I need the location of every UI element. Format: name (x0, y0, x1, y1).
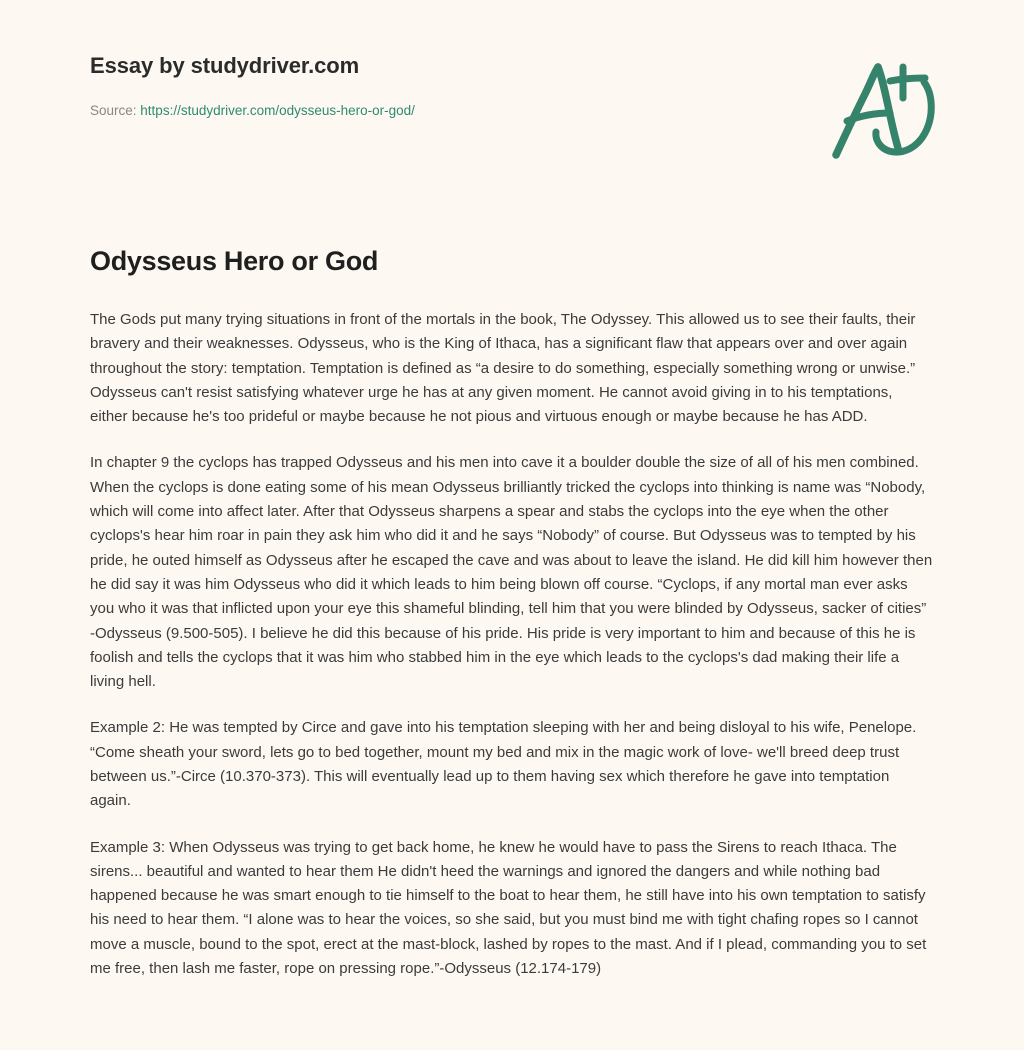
source-line (90, 102, 934, 120)
brand-title: Essay by studydriver.com (90, 53, 360, 78)
a-plus-logo-icon (824, 58, 942, 162)
essay-paragraph: The Gods put many trying situations in front of the mortals in the book, The Odyssey. This allowed us to see their faults, their bravery and their weaknesses. Odysseus, who is the King of Ithaca, has a significant flaw that appears over and over again throughout the story: temptation. Temptation is defined as “a desire to do something, especially something wrong or unwise.” Odysseus can't resist satisfying whatever urge he has at any given moment. He cannot avoid giving in to his temptations, either because he's too prideful or maybe because he not pious and virtuous enough or maybe because he has ADD. (90, 310, 916, 426)
source-url-link[interactable]: https://studydriver.com/odysseus-hero-or-god/ (140, 102, 415, 118)
essay-paragraph: Example 2: He was tempted by Circe and gave into his temptation sleeping with her and being disloyal to his wife, Penelope. “Come sheath your sword, lets go to bed together, mount my bed and mix in the magic work of love- we'll breed deep trust between us.”-Circe (10.370-373). This will eventually lead up to them having sex which therefore he gave into temptation again. (90, 719, 917, 810)
page-title: Odysseus Hero or God (90, 246, 379, 276)
essay-body (90, 308, 934, 1009)
source-label: Source: (90, 102, 137, 118)
essay-paragraph: Example 3: When Odysseus was trying to get back home, he knew he would have to pass the Sirens to reach Ithaca. The sirens... beautiful and wanted to hear them He didn't heed the warnings and ignored the dangers and while nothing bad happened because he was smart enough to tie himself to the boat to hear them, he still have into his own temptation to satisfy his need to hear them. “I alone was to hear the voices, so she said, but you must bind me with tight chafing ropes so I cannot move a muscle, bound to the spot, erect at the mast-block, lashed by ropes to the mast. And if I plead, commanding you to set me free, then lash me faster, rope on pressing rope.”-Odysseus (12.174-179) (90, 838, 927, 978)
essay-paragraph: In chapter 9 the cyclops has trapped Odysseus and his men into cave it a boulder double the size of all of his men combined. When the cyclops is done eating some of his mean Odysseus brilliantly tricked the cyclops into thinking is name was “Nobody, which will come into affect later. After that Odysseus sharpens a spear and stabs the cyclops into the eye when the other cyclops's hear him roar in pain they ask him who did it and he says “Nobody” of course. But Odysseus was to tempted by his pride, he outed himself as Odysseus after he escaped the cave and was about to leave the island. He did kill him however then he did say it was him Odysseus who did it which leads to him being blown off course. “Cyclops, if any mortal man ever asks you who it was that inflicted upon your eye this shameful blinding, tell him that you were blinded by Odysseus, sacker of cities” -Odysseus (9.500-505). I believe he did this because of his pride. His pride is very important to him and because of this he is foolish and tells the cyclops that it was him who stabbed him in the eye which leads to the cyclops's dad making their life a living hell. (90, 454, 933, 691)
page-header (0, 0, 1024, 185)
